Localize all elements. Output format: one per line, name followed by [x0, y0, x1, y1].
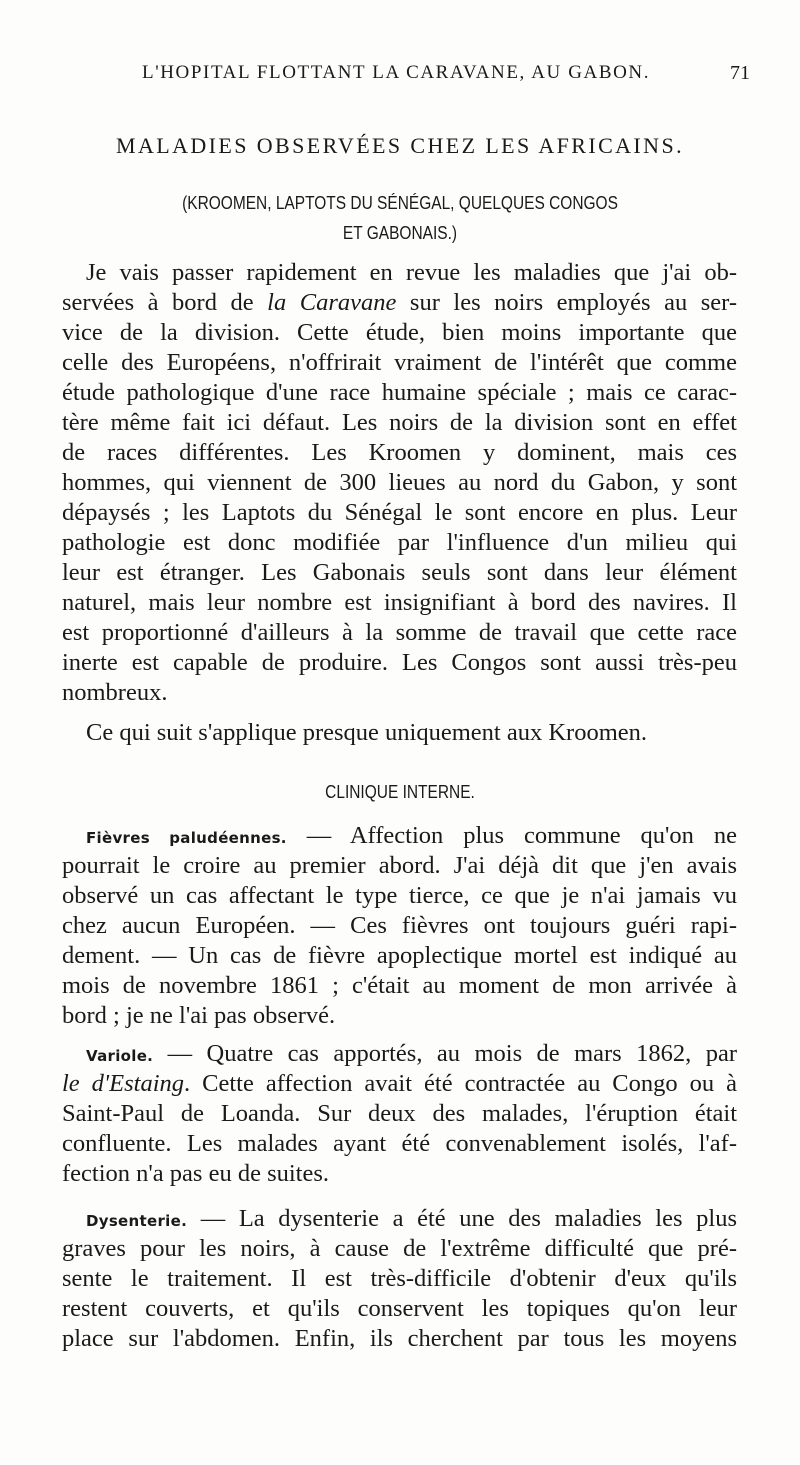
- page-number: 71: [730, 62, 750, 84]
- ship-name-caravane: la Caravane: [267, 289, 397, 316]
- intro-line-3: vice de la division. Cette étude, bien moins importante que: [62, 319, 737, 346]
- dysenterie-line-3: sente le traitement. Il est très-difficile d'obtenir d'eux qu'ils: [62, 1265, 737, 1292]
- intro-line-4: celle des Européens, n'offrirait vraiment de l'intérêt que comme: [62, 349, 737, 376]
- fievres-line-4: chez aucun Européen. — Ces fièvres ont toujours guéri rapi-: [62, 912, 737, 939]
- fievres-line-6: mois de novembre 1861 ; c'était au moment de mon arrivée à: [62, 972, 737, 999]
- dysenterie-line-2: graves pour les noirs, à cause de l'extrême difficulté que pré-: [62, 1235, 737, 1262]
- intro-line-10: pathologie est donc modifiée par l'influence d'un milieu qui: [62, 529, 737, 556]
- clinique-heading: CLINIQUE INTERNE.: [325, 782, 475, 802]
- intro-line-7: de races différentes. Les Kroomen y dominent, mais ces: [62, 439, 737, 466]
- intro-line-9: dépaysés ; les Laptots du Sénégal le sont encore en plus. Leur: [62, 499, 737, 526]
- variole-line-3: Saint-Paul de Loanda. Sur deux des malades, l'éruption était: [62, 1100, 737, 1127]
- section-subtitle-line-1: (KROOMEN, LAPTOTS DU SÉNÉGAL, QUELQUES CONGOS: [182, 193, 618, 213]
- variole-rubric: Variole.: [86, 1047, 154, 1065]
- running-head: [60, 62, 750, 92]
- intro-line-15: nombreux.: [62, 679, 168, 706]
- fievres-line-7: bord ; je ne l'ai pas observé.: [62, 1002, 336, 1029]
- intro-line-6: tère même fait ici défaut. Les noirs de la division sont en effet: [62, 409, 737, 436]
- fievres-line-2: pourrait le croire au premier abord. J'ai déjà dit que j'en avais: [62, 852, 737, 879]
- dysenterie-line-5: place sur l'abdomen. Enfin, ils cherchent par tous les moyens: [62, 1325, 737, 1352]
- variole-line-5: fection n'a pas eu de suites.: [62, 1160, 330, 1187]
- dysenterie-rubric: Dysenterie.: [86, 1212, 188, 1230]
- fievres-line-1-text: — Affection plus commune qu'on ne: [286, 822, 737, 849]
- intro-line-12: naturel, mais leur nombre est insignifiant à bord des navires. Il: [62, 589, 737, 616]
- intro-line-5: étude pathologique d'une race humaine spéciale ; mais ce carac-: [62, 379, 737, 406]
- variole-line-4: confluente. Les malades ayant été convenablement isolés, l'af-: [62, 1130, 737, 1157]
- section-title: MALADIES OBSERVÉES CHEZ LES AFRICAINS.: [116, 133, 684, 158]
- intro-line-11: leur est étranger. Les Gabonais seuls sont dans leur élément: [62, 559, 737, 586]
- variole-line-2-text: . Cette affection avait été contractée au Congo ou à: [184, 1070, 737, 1097]
- intro-line-2-end: sur les noirs employés au ser-: [396, 289, 737, 316]
- variole-line-1: [62, 1039, 737, 1071]
- section-subtitle-line-2: ET GABONAIS.): [342, 223, 458, 243]
- dysenterie-line-1-text: — La dysenterie a été une des maladies les plus: [187, 1205, 737, 1232]
- intro-line-2-start: servées à bord de: [62, 289, 268, 316]
- fievres-line-3: observé un cas affectant le type tierce, ce que je n'ai jamais vu: [62, 882, 737, 909]
- intro-line-1: Je vais passer rapidement en revue les maladies que j'ai ob-: [86, 259, 737, 286]
- dysenterie-line-4: restent couverts, et qu'ils conservent les topiques qu'on leur: [62, 1295, 737, 1322]
- fievres-line-5: dement. — Un cas de fièvre apoplectique mortel est indiqué au: [62, 942, 737, 969]
- intro-line-8: hommes, qui viennent de 300 lieues au nord du Gabon, y sont: [62, 469, 737, 496]
- intro-line-16: Ce qui suit s'applique presque uniquement aux Kroomen.: [86, 719, 647, 746]
- intro-line-14: inerte est capable de produire. Les Congos sont aussi très-peu: [62, 649, 737, 676]
- variole-line-2: [62, 1069, 737, 1099]
- running-title: L'HOPITAL FLOTTANT LA CARAVANE, AU GABON.: [142, 62, 651, 83]
- dysenterie-line-1: [62, 1204, 737, 1236]
- fievres-rubric: Fièvres paludéennes.: [86, 829, 287, 847]
- intro-line-13: est proportionné d'ailleurs à la somme de travail que cette race: [62, 619, 737, 646]
- intro-line-2: [62, 288, 737, 318]
- variole-line-1-text: — Quatre cas apportés, au mois de mars 1862, par: [153, 1040, 737, 1067]
- fievres-line-1: [62, 821, 737, 853]
- ship-name-estaing: le d'Estaing: [62, 1070, 185, 1097]
